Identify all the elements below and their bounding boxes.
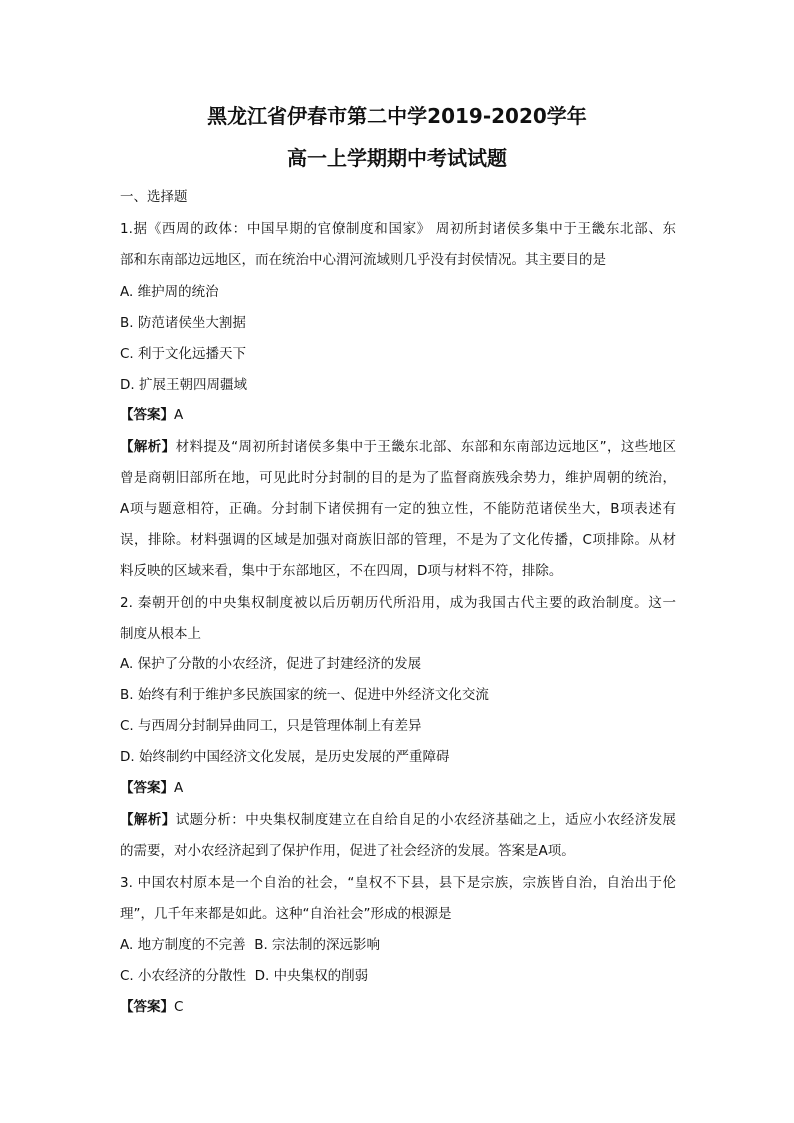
- q2-stem-line-1: 2. 秦朝开创的中央集权制度被以后历朝历代所沿用，成为我国古代主要的政治制度。这一: [120, 595, 676, 611]
- answer-label: 【答案】: [120, 780, 174, 796]
- answer-label: 【答案】: [120, 999, 174, 1015]
- q3-option-b: B. 宗法制的深远影响: [254, 937, 381, 953]
- answer-value: C: [174, 999, 184, 1015]
- q3-option-d: D. 中央集权的削弱: [254, 968, 369, 984]
- q2-option-a: A. 保护了分散的小农经济，促进了封建经济的发展: [120, 656, 422, 672]
- q2-analysis-line-1: [120, 811, 676, 829]
- q3-stem-line-1: 3. 中国农村原本是一个自治的社会，“皇权不下县，县下是宗族，宗族皆自治，自治出于伦: [120, 875, 676, 891]
- q1-analysis-line-3: A项与题意相符，正确。分封制下诸侯拥有一定的独立性，不能防范诸侯坐大，B项表述有: [120, 501, 676, 517]
- q2-option-c: C. 与西周分封制异曲同工，只是管理体制上有差异: [120, 718, 422, 734]
- section-heading: 一、选择题: [120, 189, 188, 205]
- q1-stem-line-2: 部和东南部边远地区，而在统治中心渭河流域则几乎没有封侯情况。其主要目的是: [120, 252, 606, 268]
- q1-option-c: C. 利于文化远播天下: [120, 346, 247, 362]
- q1-answer: [120, 406, 183, 424]
- analysis-label: 【解析】: [120, 812, 176, 828]
- q1-option-d: D. 扩展王朝四周疆域: [120, 377, 247, 393]
- analysis-text: 试题分析：中央集权制度建立在自给自足的小农经济基础之上，适应小农经济发展: [175, 812, 677, 828]
- analysis-text: 材料提及“周初所封诸侯多集中于王畿东北部、东部和东南部边远地区”，这些地区: [175, 439, 676, 455]
- document-title: 黑龙江省伊春市第二中学2019-2020学年: [207, 104, 587, 128]
- q3-option-c: C. 小农经济的分散性: [120, 968, 247, 984]
- q3-option-a: A. 地方制度的不完善: [120, 937, 246, 953]
- answer-value: A: [174, 407, 184, 423]
- q3-options-row-2: [120, 967, 368, 985]
- q1-analysis-line-1: [120, 438, 676, 456]
- q1-stem-line-1: 1.据《西周的政体：中国早期的官僚制度和国家》 周初所封诸侯多集中于王畿东北部、东: [120, 221, 676, 237]
- answer-label: 【答案】: [120, 407, 174, 423]
- q1-analysis-line-5: 料反映的区域来看，集中于东部地区，不在四周，D项与材料不符，排除。: [120, 563, 563, 579]
- q1-analysis-line-4: 误，排除。材料强调的区域是加强对商族旧部的管理，不是为了文化传播，C项排除。从材: [120, 532, 676, 548]
- q3-options-row-1: [120, 936, 380, 954]
- q1-option-a: A. 维护周的统治: [120, 284, 219, 300]
- q1-option-b: B. 防范诸侯坐大割据: [120, 315, 246, 331]
- document-subtitle: 高一上学期期中考试试题: [287, 146, 507, 170]
- q1-analysis-line-2: 曾是商朝旧部所在地，可见此时分封制的目的是为了监督商族残余势力，维护周朝的统治，: [120, 470, 676, 486]
- analysis-label: 【解析】: [120, 439, 176, 455]
- q2-stem-line-2: 制度从根本上: [120, 626, 201, 642]
- q2-option-d: D. 始终制约中国经济文化发展，是历史发展的严重障碍: [120, 749, 450, 765]
- q3-answer: [120, 998, 183, 1016]
- q2-analysis-line-2: 的需要，对小农经济起到了保护作用，促进了社会经济的发展。答案是A项。: [120, 843, 575, 859]
- answer-value: A: [174, 780, 184, 796]
- q2-answer: [120, 779, 183, 797]
- q3-stem-line-2: 理”，几千年来都是如此。这种“自治社会”形成的根源是: [120, 906, 452, 922]
- q2-option-b: B. 始终有利于维护多民族国家的统一、促进中外经济文化交流: [120, 687, 489, 703]
